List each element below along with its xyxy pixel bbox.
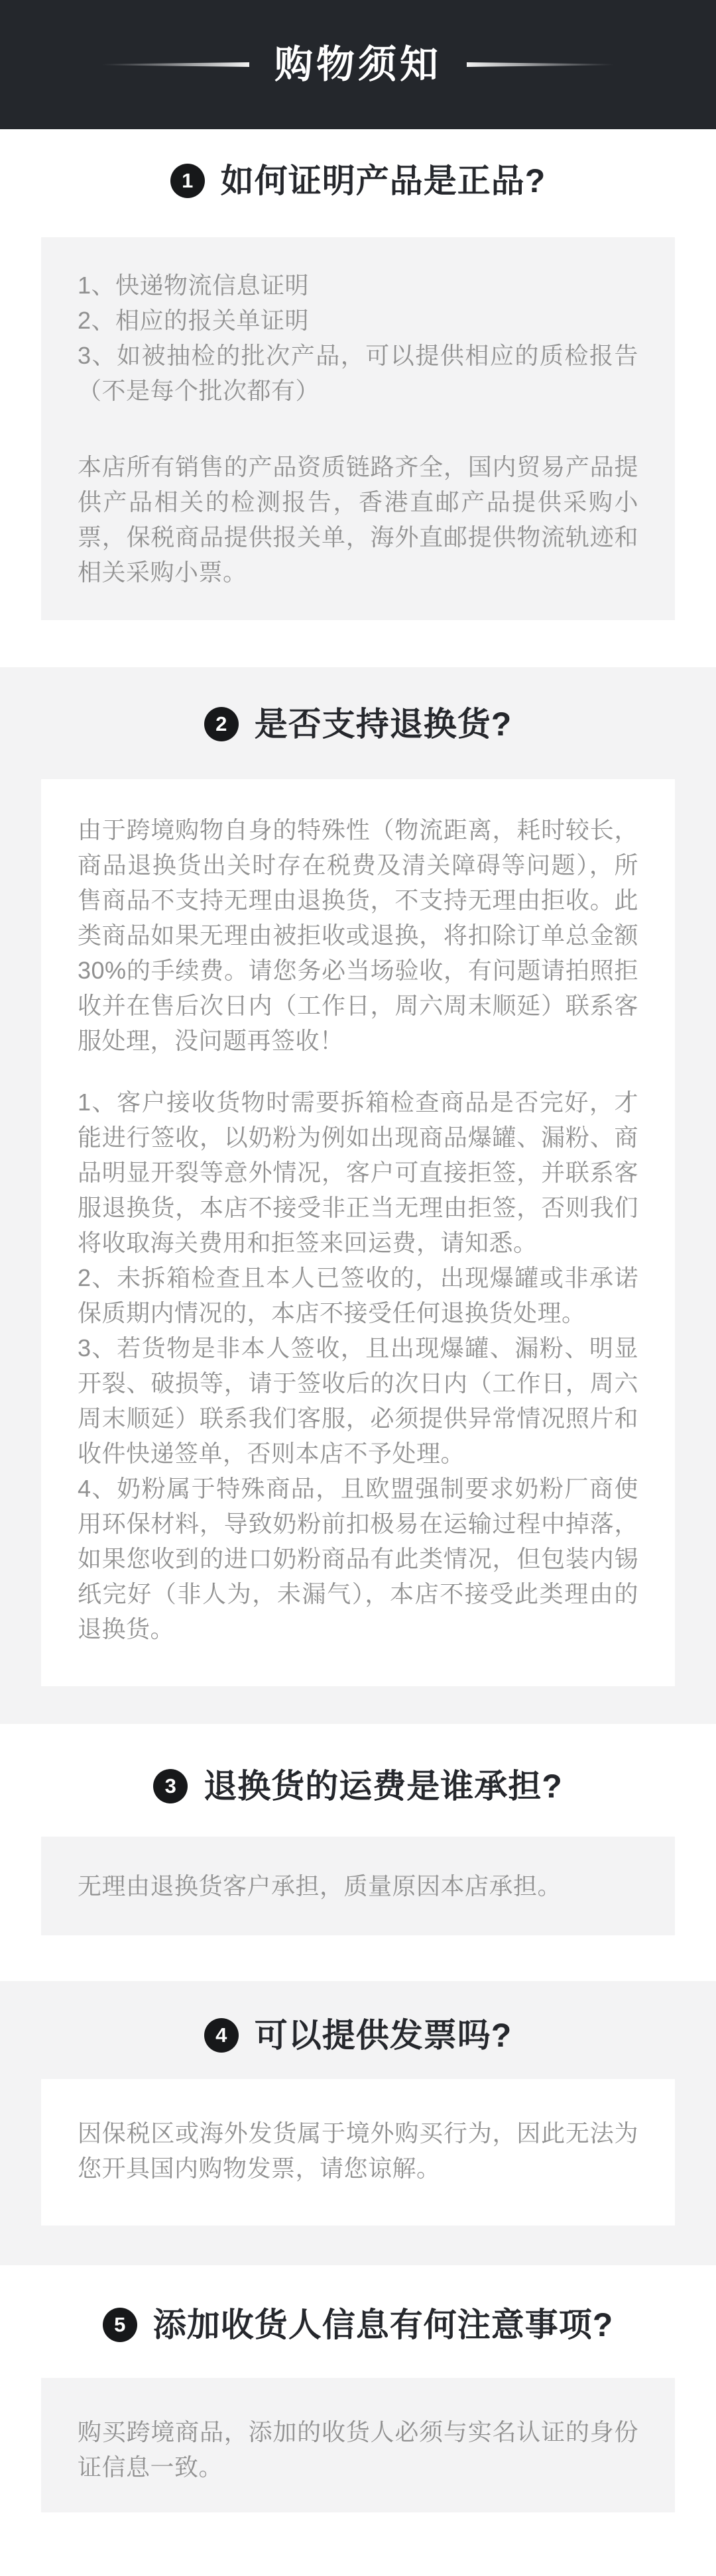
header-banner — [0, 0, 716, 129]
notice-paragraph: 2、未拆箱检查且本人已签收的，出现爆罐或非承诺保质期内情况的，本店不接受任何退换货处理。 — [78, 1264, 638, 1326]
header-decorative-line-left-icon — [102, 62, 249, 67]
section-title: 是否支持退换货? — [254, 706, 512, 743]
section-heading — [0, 1769, 716, 1803]
notice-paragraph: 4、奶粉属于特殊商品，且欧盟强制要求奶粉厂商使用环保材料，导致奶粉前扣极易在运输过程中掉落，如果您收到的进口奶粉商品有此类情况，但包装内锡纸完好（非人为，未漏气），本店不接受此类理由的退换货。 — [78, 1475, 638, 1642]
section-heading — [0, 707, 716, 741]
notice-paragraph: 购买跨境商品，添加的收货人必须与实名认证的身份证信息一致。 — [78, 2418, 638, 2481]
notice-paragraph: 1、客户接收货物时需要拆箱检查商品是否完好，才能进行签收，以奶粉为例如出现商品爆罐、漏粉、商品明显开裂等意外情况，客户可直接拒签，并联系客服退换货，本店不接受非正当无理由拒签，否则我们将收取海关费用和拒签来回运费，请知悉。 — [78, 1089, 638, 1256]
section-heading — [0, 2018, 716, 2053]
section-heading — [0, 2308, 716, 2342]
notice-paragraph: 因保税区或海外发货属于境外购买行为，因此无法为您开具国内购物发票，请您谅解。 — [78, 2120, 638, 2182]
notice-box — [41, 237, 675, 620]
notice-box — [41, 2079, 675, 2226]
notice-paragraph: 本店所有销售的产品资质链路齐全，国内贸易产品提供产品相关的检测报告，香港直邮产品提供采购小票，保税商品提供报关单，海外直邮提供物流轨迹和相关采购小票。 — [78, 453, 638, 586]
header-decorative-line-right-icon — [467, 62, 614, 67]
section-number-badge: 5 — [103, 2308, 137, 2342]
section-number-badge: 1 — [170, 164, 205, 198]
section-number-badge: 3 — [153, 1769, 188, 1803]
notice-paragraph: 由于跨境购物自身的特殊性（物流距离，耗时较长，商品退换货出关时存在税费及清关障碍等问题），所售商品不支持无理由退换货，不支持无理由拒收。此类商品如果无理由被拒收或退换，将扣除订单总金额30%的手续费。请您务必当场验收，有问题请拍照拒收并在售后次日内（工作日，周六周末顺延）联系客服处理，没问题再签收！ — [78, 816, 638, 1054]
notice-box — [41, 779, 675, 1686]
section-heading — [0, 164, 716, 198]
section-returns — [0, 667, 716, 1724]
section-number-badge: 4 — [204, 2018, 239, 2053]
section-title: 可以提供发票吗? — [254, 2017, 512, 2054]
notice-paragraph: 无理由退换货客户承担，质量原因本店承担。 — [78, 1872, 562, 1900]
page-title: 购物须知 — [274, 42, 442, 86]
section-number-badge: 2 — [204, 707, 239, 741]
section-recipient-info — [0, 2308, 716, 2512]
notice-paragraph: 1、快递物流信息证明 — [78, 272, 310, 299]
section-title: 添加收货人信息有何注意事项? — [152, 2306, 614, 2343]
notice-paragraph: 2、相应的报关单证明 — [78, 307, 310, 334]
notice-box — [41, 2378, 675, 2512]
section-shipping-fee — [0, 1769, 716, 1935]
notice-paragraph: 3、若货物是非本人签收，且出现爆罐、漏粉、明显开裂、破损等，请于签收后的次日内（工作日，周六周末顺延）联系我们客服，必须提供异常情况照片和收件快递签单，否则本店不予处理。 — [78, 1334, 638, 1467]
notice-paragraph: 3、如被抽检的批次产品，可以提供相应的质检报告（不是每个批次都有） — [78, 342, 638, 404]
section-title: 如何证明产品是正品? — [220, 162, 546, 199]
section-authenticity — [0, 164, 716, 620]
notice-box — [41, 1837, 675, 1935]
section-invoice — [0, 1981, 716, 2265]
section-title: 退换货的运费是谁承担? — [204, 1768, 563, 1805]
